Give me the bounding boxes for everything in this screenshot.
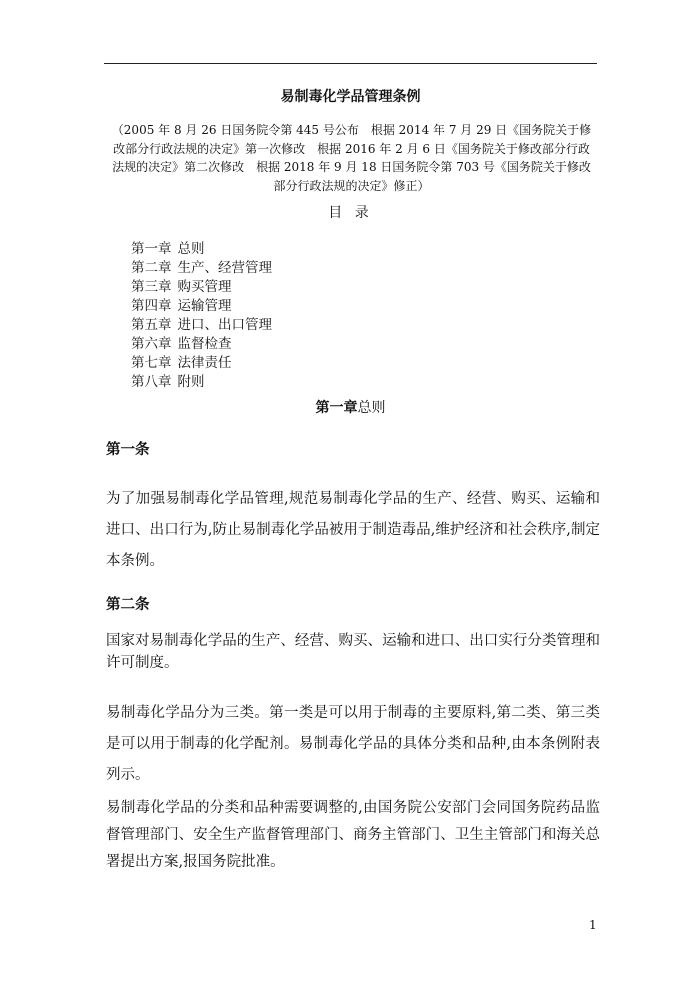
- toc-chapter-name: 法律责任: [177, 355, 232, 371]
- toc-item: [131, 240, 272, 259]
- toc-chapter-name: 进口、出口管理: [177, 317, 272, 333]
- toc-chapter-name: 附则: [177, 374, 205, 390]
- toc-item: [131, 373, 272, 392]
- toc-heading: 目 录: [328, 205, 373, 221]
- header-rule: [104, 63, 597, 64]
- toc-chapter-number: 第二章: [131, 260, 172, 276]
- toc-chapter-number: 第一章: [131, 241, 172, 257]
- page-number: 1: [589, 918, 597, 932]
- article-2-paragraph-1: 国家对易制毒化学品的生产、经营、购买、运输和进口、出口实行分类管理和许可制度。: [106, 633, 600, 671]
- toc-item: [131, 335, 272, 354]
- chapter-heading-name: 总则: [357, 400, 386, 416]
- toc-chapter-number: 第七章: [131, 355, 172, 371]
- toc-chapter-number: 第五章: [131, 317, 172, 333]
- toc-item: [131, 316, 272, 335]
- article-1-label: 第一条: [106, 441, 150, 458]
- toc-chapter-number: 第四章: [131, 298, 172, 314]
- toc-item: [131, 278, 272, 297]
- toc-chapter-name: 生产、经营管理: [177, 260, 272, 276]
- toc-chapter-number: 第八章: [131, 374, 172, 390]
- article-2-label: 第二条: [106, 596, 150, 613]
- toc-chapter-name: 监督检查: [177, 336, 232, 352]
- toc-item: [131, 354, 272, 373]
- chapter-heading-number: 第一章: [315, 400, 358, 416]
- toc-chapter-number: 第三章: [131, 279, 172, 295]
- toc-chapter-number: 第六章: [131, 336, 172, 352]
- article-2-paragraph-3: 易制毒化学品的分类和品种需要调整的,由国务院公安部门会同国务院药品监督管理部门、安全生产监督管理部门、商务主管部门、卫生主管部门和海关总署提出方案,报国务院批准。: [106, 800, 600, 870]
- article-1-paragraph-1: 为了加强易制毒化学品管理,规范易制毒化学品的生产、经营、购买、运输和进口、出口行为,防止易制毒化学品被用于制造毒品,维护经济和社会秩序,制定本条例。: [106, 491, 600, 569]
- toc-chapter-name: 运输管理: [177, 298, 232, 314]
- document-title: 易制毒化学品管理条例: [280, 89, 421, 105]
- table-of-contents: [131, 240, 272, 392]
- toc-chapter-name: 总则: [177, 241, 205, 257]
- toc-item: [131, 259, 272, 278]
- chapter-heading: [104, 397, 597, 417]
- toc-chapter-name: 购买管理: [177, 279, 232, 295]
- article-2-paragraph-2: 易制毒化学品分为三类。第一类是可以用于制毒的主要原料,第二类、第三类是可以用于制毒的化学配剂。易制毒化学品的具体分类和品种,由本条例附表列示。: [106, 705, 600, 783]
- toc-item: [131, 297, 272, 316]
- revision-history: （2005 年 8 月 26 日国务院令第 445 号公布 根据 2014 年 7 月 29 日《国务院关于修改部分行政法规的决定》第一次修改 根据 2016 年 2 月 6 日《国务院关于修改部分行政法规的决定》第二次修改 根据 2018 年 9 月 18 日国务院令第 703 号《国务院关于修改部分行政法规的决定》修正）: [111, 123, 592, 193]
